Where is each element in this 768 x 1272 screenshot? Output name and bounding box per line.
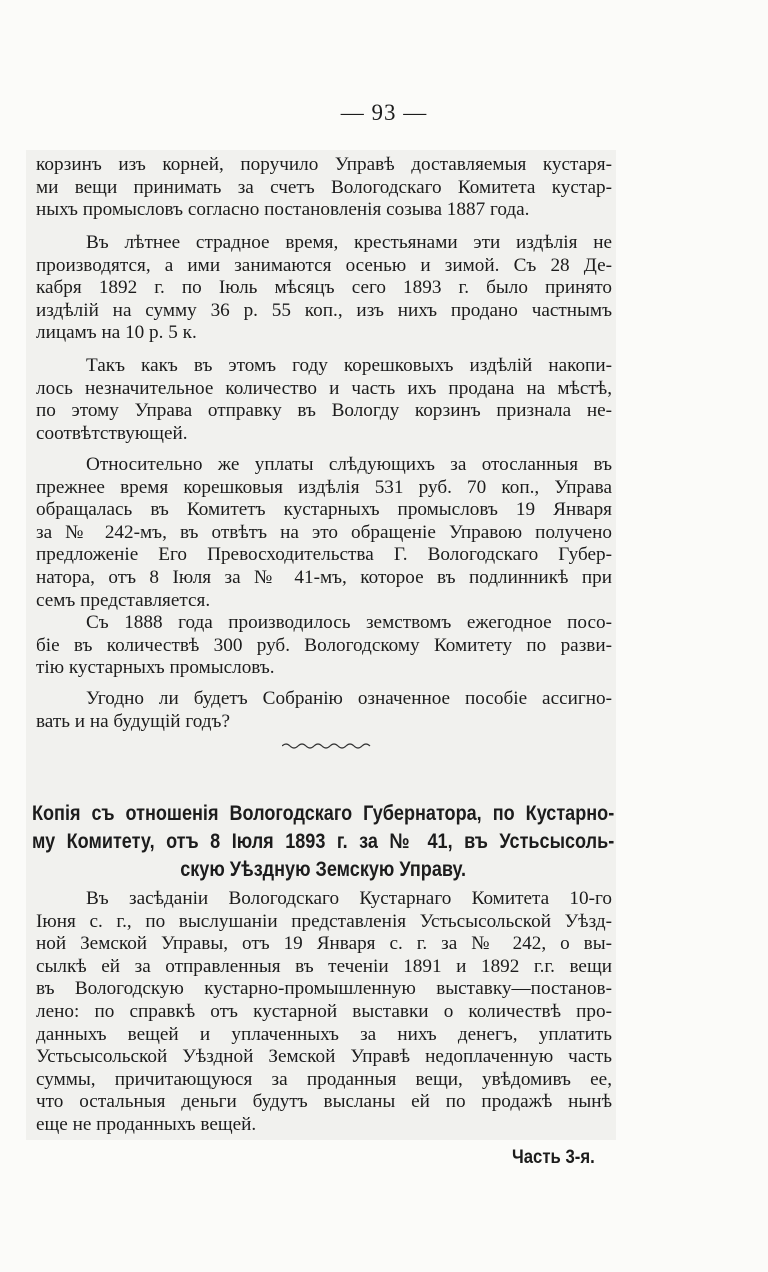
text-line: за № 242-мъ, въ отвѣтъ на это обращеніе Управою получено <box>36 521 612 543</box>
section-heading <box>32 800 614 884</box>
signature-mark: Часть 3-я. <box>512 1147 595 1168</box>
paragraph-2 <box>36 232 612 345</box>
text-line: лось незначительное количество и часть ихъ продана на мѣстѣ, <box>36 377 612 399</box>
text-line: вать и на будущій годъ? <box>36 710 230 732</box>
text-line: суммы, причитающуюся за проданныя вещи, увѣдомивъ ее, <box>36 1068 612 1090</box>
paragraph-1 <box>36 154 612 222</box>
heading-line: скую Уѣздную Земскую Управу. <box>180 858 467 881</box>
text-line: натора, отъ 8 Іюля за № 41-мъ, которое въ подлинникѣ при <box>36 566 612 588</box>
text-line: семъ представляется. <box>36 589 211 611</box>
page-number: — 93 — <box>340 100 428 125</box>
text-line: Угодно ли будетъ Собранію означенное пособіе ассигно- <box>86 688 612 709</box>
paragraph-4 <box>36 454 612 612</box>
decorative-squiggle <box>282 741 372 751</box>
text-line: лено: по справкѣ отъ кустарной выставки о количествѣ про- <box>36 1000 612 1022</box>
text-line: данныхъ вещей и уплаченныхъ за нихъ денегъ, уплатить <box>36 1023 612 1045</box>
text-line: тію кустарныхъ промысловъ. <box>36 657 275 679</box>
text-line: ныхъ промысловъ согласно постановленія созыва 1887 года. <box>36 199 530 221</box>
text-line: Съ 1888 года производилось земствомъ ежегодное посо- <box>86 612 612 633</box>
heading-line: Копія съ отношенія Вологодскаго Губернатора, по Кустарно- <box>32 802 615 825</box>
text-line: еще не проданныхъ вещей. <box>36 1113 257 1135</box>
text-line: соотвѣтствующей. <box>36 422 188 444</box>
text-line: Относительно же уплаты слѣдующихъ за отосланныя въ <box>86 454 612 475</box>
text-line: лицамъ на 10 р. 5 к. <box>36 322 197 344</box>
text-line: біе въ количествѣ 300 руб. Вологодскому Комитету по разви- <box>36 634 612 656</box>
text-line: корзинъ изъ корней, поручило Управѣ доставляемыя кустаря- <box>36 154 612 175</box>
text-line: производятся, а ими занимаются осенью и зимой. Съ 28 Де- <box>36 254 612 276</box>
paragraph-6 <box>36 688 612 733</box>
text-line: ной Земской Управы, отъ 19 Января с. г. за № 242, о вы- <box>36 933 612 955</box>
text-line: ми вещи принимать за счетъ Вологодскаго Комитета кустар- <box>36 176 612 198</box>
text-line: обращалась въ Комитетъ кустарныхъ промысловъ 19 Января <box>36 499 612 521</box>
text-line: издѣлій на сумму 36 р. 55 коп., изъ нихъ продано частнымъ <box>36 299 612 321</box>
paragraph-5 <box>36 612 612 680</box>
text-line: кабря 1892 г. по Іюль мѣсяцъ сего 1893 г. было принято <box>36 277 612 299</box>
text-line: Въ лѣтнее страдное время, крестьянами эти издѣлія не <box>86 232 612 253</box>
text-line: Устьсысольской Уѣздной Земской Управѣ недоплаченную часть <box>36 1046 612 1068</box>
paragraph-3 <box>36 355 612 445</box>
paragraph-7 <box>36 888 612 1137</box>
text-line: по этому Управа отправку въ Вологду корзинъ признала не- <box>36 400 612 422</box>
text-line: что остальныя деньги будутъ высланы ей по продажѣ нынѣ <box>36 1091 612 1113</box>
text-line: Въ засѣданіи Вологодскаго Кустарнаго Комитета 10-го <box>86 888 612 909</box>
text-line: сылкѣ ей за отправленныя въ теченіи 1891 и 1892 г.г. вещи <box>36 955 612 977</box>
text-line: предложеніе Его Превосходительства Г. Вологодскаго Губер- <box>36 544 612 566</box>
text-line: въ Вологодскую кустарно-промышленную выставку—постанов- <box>36 978 612 1000</box>
heading-line: му Комитету, отъ 8 Іюля 1893 г. за № 41, въ Устьсысоль- <box>32 830 615 853</box>
text-line: прежнее время корешковыя издѣлія 531 руб. 70 коп., Управа <box>36 476 612 498</box>
text-line: Іюня с. г., по выслушаніи представленія Устьсысольской Уѣзд- <box>36 910 612 932</box>
text-line: Такъ какъ въ этомъ году корешковыхъ издѣлій накопи- <box>86 355 612 376</box>
